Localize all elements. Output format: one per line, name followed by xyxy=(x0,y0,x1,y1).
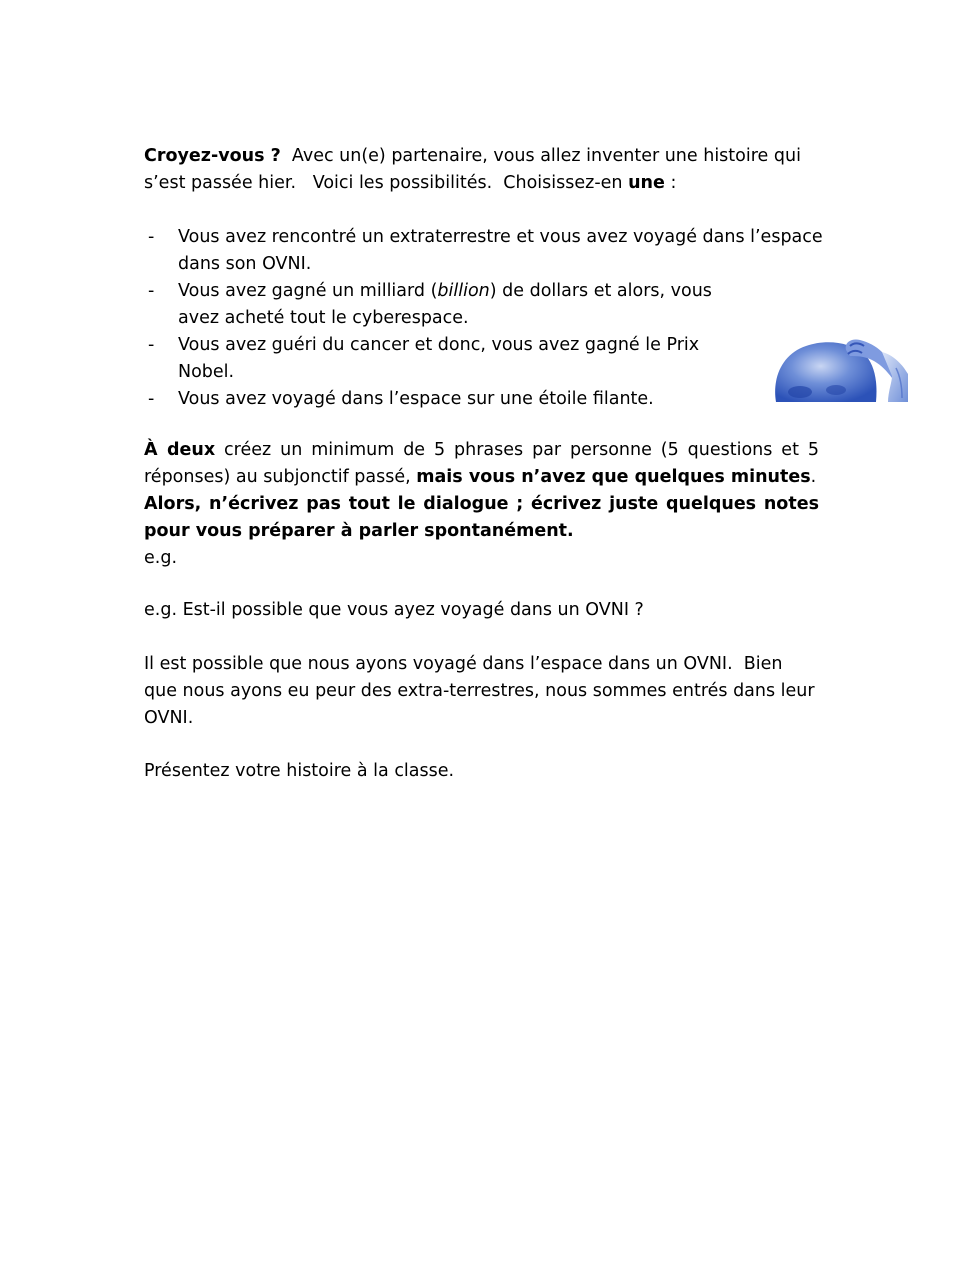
list-item-text: avez acheté tout le cyberespace. xyxy=(178,308,469,328)
thinking-head-illustration xyxy=(764,250,908,402)
example-question-text: e.g. Est-il possible que vous ayez voyagé dans un OVNI ? xyxy=(144,600,644,620)
list-item-text: Vous avez rencontré un extraterrestre et vous avez voyagé dans l’espace xyxy=(178,227,823,247)
list-dash: - xyxy=(148,335,155,355)
example-question xyxy=(144,597,819,624)
options-list xyxy=(144,224,844,413)
closing-line xyxy=(144,758,819,785)
list-item-text: Vous avez gagné un milliard ( xyxy=(178,281,438,301)
list-item-text: ) de dollars et alors, vous xyxy=(489,281,712,301)
instructions-bold-note: Alors, n’écrivez pas tout le dialogue ; écrivez juste quelques notes pour vous préparer à parler spontanément. xyxy=(144,494,819,541)
example-answer-text: Il est possible que nous ayons voyagé dans l’espace dans un OVNI. Bien que nous ayons eu peur des extra-terrestres, nous sommes entrés dans leur OVNI. xyxy=(144,654,821,728)
list-item-text: Vous avez voyagé dans l’espace sur une étoile filante. xyxy=(178,389,654,409)
intro-paragraph xyxy=(144,143,819,197)
list-item-continuation xyxy=(144,359,844,386)
closing-text: Présentez votre histoire à la classe. xyxy=(144,761,455,781)
instructions-eg: e.g. xyxy=(144,548,178,568)
instructions-bold: mais vous n’avez que quelques minutes xyxy=(416,467,811,487)
list-item xyxy=(144,224,844,251)
list-item xyxy=(144,332,844,359)
intro-text-end: : xyxy=(664,173,677,193)
list-item-continuation xyxy=(144,305,844,332)
list-dash: - xyxy=(148,281,155,301)
list-item-text: Nobel. xyxy=(178,362,235,382)
list-item-italic: billion xyxy=(437,281,490,301)
list-item xyxy=(144,386,844,413)
list-dash: - xyxy=(148,227,155,247)
instructions-lead: À deux xyxy=(144,440,216,460)
instructions-text: créez un minimum de 5 phrases par personne (5 questions et 5 réponses) au subjonctif passé, xyxy=(144,440,825,487)
list-dash: - xyxy=(148,389,155,409)
intro-title: Croyez-vous ? xyxy=(144,146,281,166)
example-answer xyxy=(144,651,819,732)
intro-text: Avec un(e) partenaire, vous allez inventer une histoire qui s’est passée hier. Voici les possibilités. Choisissez-en xyxy=(144,146,807,193)
instructions-paragraph xyxy=(144,437,825,572)
list-item-text: Vous avez guéri du cancer et donc, vous avez gagné le Prix xyxy=(178,335,700,355)
list-item xyxy=(144,278,844,305)
intro-bold-word: une xyxy=(628,173,665,193)
instructions-period: . xyxy=(810,467,817,487)
list-item-continuation xyxy=(144,251,844,278)
list-item-text: dans son OVNI. xyxy=(178,254,312,274)
